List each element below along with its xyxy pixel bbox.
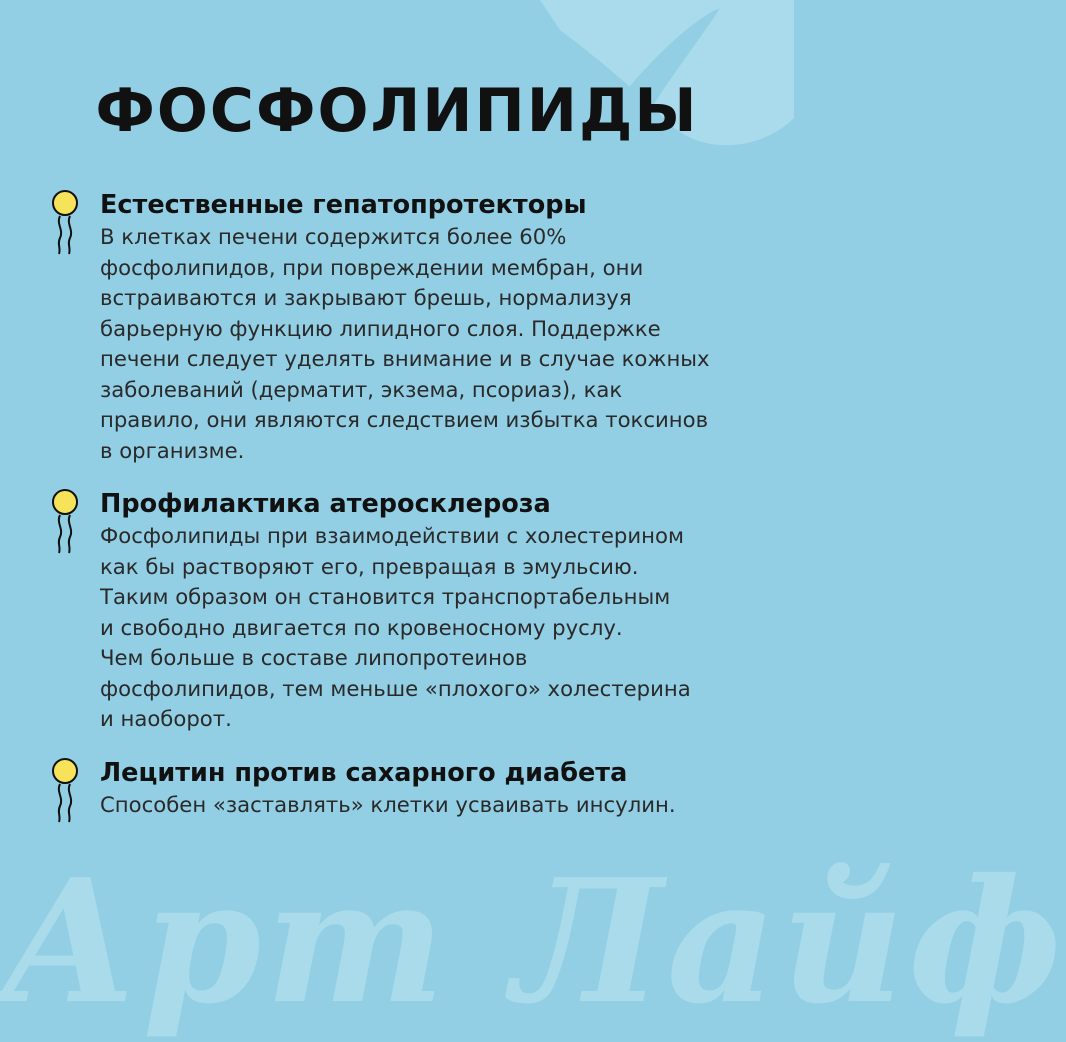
section-heading: Лецитин против сахарного диабета — [100, 758, 628, 788]
phospholipid-icon — [48, 188, 82, 264]
page-title: ФОСФОЛИПИДЫ — [95, 76, 699, 146]
section-heading: Профилактика атеросклероза — [100, 489, 551, 519]
section-heading: Естественные гепатопротекторы — [100, 190, 587, 220]
section-text: Фосфолипиды при взаимодействии с холестерином как бы растворяют его, превращая в эмульсию. Таким образом он становится транспортабельным и свободно двигается по кровеносному руслу. Чем больше в составе липопротеинов фосфолипидов, тем меньше «плохого» холестерина и наоборот. — [100, 523, 691, 731]
watermark-text: Арт Лайф — [0, 842, 1066, 1042]
phospholipid-icon — [48, 487, 82, 563]
phospholipid-icon — [48, 756, 82, 832]
section-text: Способен «заставлять» клетки усваивать инсулин. — [100, 792, 676, 817]
section-text: В клетках печени содержится более 60% фосфолипидов, при повреждении мембран, они встраиваются и закрывают брешь, нормализуя барьерную функцию липидного слоя. Поддержке печени следует уделять внимание и в случае кожных заболеваний (дерматит, экзема, псориаз), как правило, они являются следствием избытка токсинов в организме. — [100, 224, 710, 463]
